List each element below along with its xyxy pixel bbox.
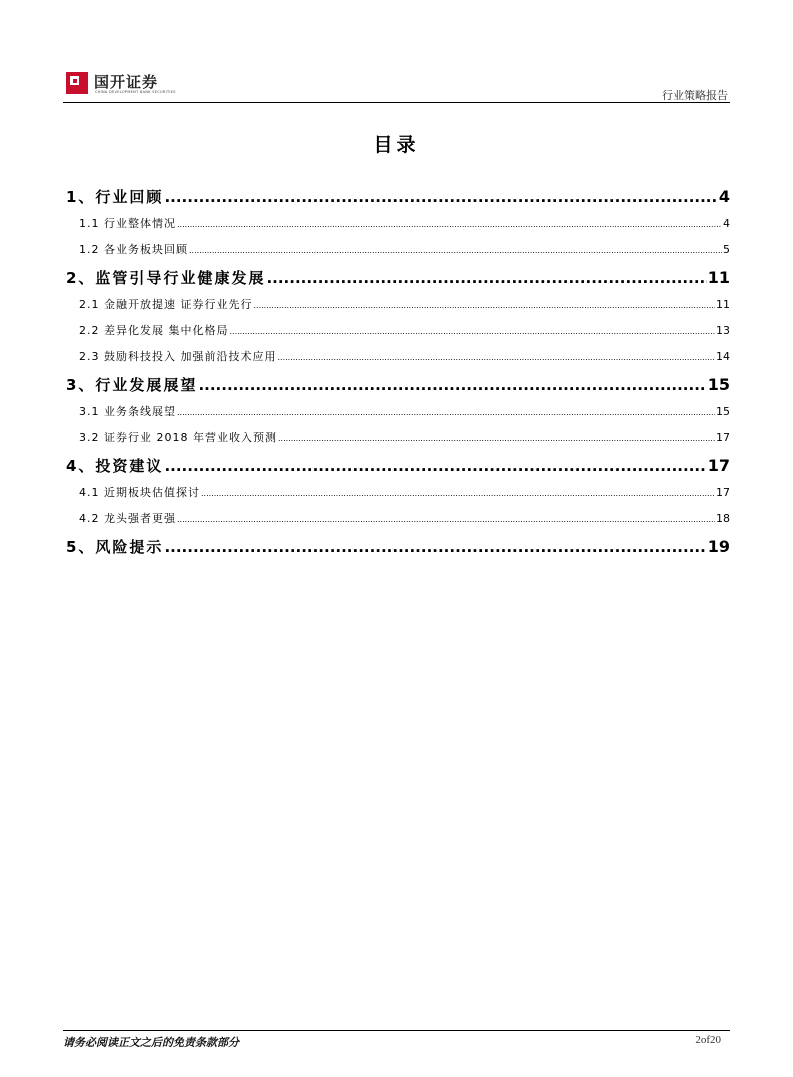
- toc-entry-3[interactable]: [66, 374, 730, 401]
- toc-entry-label: 1、行业回顾: [66, 188, 164, 206]
- toc-entry-label: 3、行业发展展望: [66, 376, 198, 394]
- toc-entry-page: 11: [716, 298, 730, 311]
- dot-leader: [230, 327, 716, 336]
- toc-entry-label: 2、监管引导行业健康发展: [66, 269, 266, 287]
- dot-leader: [278, 353, 716, 362]
- company-name-en: CHINA DEVELOPMENT BANK SECURITIES: [95, 90, 176, 94]
- table-of-contents: [66, 186, 730, 563]
- toc-entry-4-1[interactable]: [66, 484, 730, 510]
- footer-divider: [63, 1030, 730, 1031]
- toc-entry-page: 19: [707, 537, 730, 556]
- toc-entry-2[interactable]: [66, 267, 730, 294]
- toc-entry-1[interactable]: [66, 186, 730, 213]
- toc-entry-3-1[interactable]: [66, 403, 730, 429]
- toc-entry-page: 4: [723, 217, 730, 230]
- toc-entry-label: 4、投资建议: [66, 457, 164, 475]
- toc-entry-2-3[interactable]: [66, 348, 730, 374]
- company-logo-icon: [66, 72, 88, 94]
- dot-leader: [164, 538, 706, 556]
- toc-entry-page: 18: [716, 512, 730, 525]
- dot-leader: [266, 269, 706, 287]
- toc-entry-4-2[interactable]: [66, 510, 730, 536]
- toc-entry-1-2[interactable]: [66, 241, 730, 267]
- toc-entry-page: 4: [718, 187, 730, 206]
- dot-leader: [164, 188, 717, 206]
- toc-entry-page: 15: [707, 375, 730, 394]
- toc-entry-2-1[interactable]: [66, 296, 730, 322]
- toc-entry-label: 2.1 金融开放提速 证券行业先行: [79, 298, 253, 311]
- toc-entry-page: 11: [707, 268, 730, 287]
- toc-entry-label: 1.2 各业务板块回顾: [79, 243, 188, 256]
- toc-entry-1-1[interactable]: [66, 215, 730, 241]
- dot-leader: [164, 457, 706, 475]
- dot-leader: [177, 220, 722, 229]
- toc-entry-label: 2.2 差异化发展 集中化格局: [79, 324, 229, 337]
- dot-leader: [278, 434, 715, 443]
- report-type: 行业策略报告: [662, 89, 728, 102]
- company-name: 国开证券: [94, 73, 159, 91]
- dot-leader: [177, 408, 715, 417]
- toc-entry-page: 15: [716, 405, 730, 418]
- toc-entry-label: 5、风险提示: [66, 538, 164, 556]
- footer-disclaimer: 请务必阅读正文之后的免责条款部分: [63, 1036, 239, 1049]
- header-divider: [63, 102, 730, 103]
- toc-entry-label: 3.2 证券行业 2018 年营业收入预测: [79, 431, 277, 444]
- toc-entry-4[interactable]: [66, 455, 730, 482]
- toc-entry-label: 3.1 业务条线展望: [79, 405, 176, 418]
- toc-entry-3-2[interactable]: [66, 429, 730, 455]
- dot-leader: [189, 246, 722, 255]
- toc-entry-page: 13: [716, 324, 730, 337]
- toc-entry-page: 17: [707, 456, 730, 475]
- toc-entry-page: 5: [723, 243, 730, 256]
- dot-leader: [254, 301, 716, 310]
- toc-entry-page: 14: [716, 350, 730, 363]
- toc-entry-2-2[interactable]: [66, 322, 730, 348]
- toc-entry-page: 17: [716, 486, 730, 499]
- toc-title: 目录: [373, 134, 420, 156]
- toc-entry-label: 1.1 行业整体情况: [79, 217, 176, 230]
- toc-entry-label: 2.3 鼓励科技投入 加强前沿技术应用: [79, 350, 277, 363]
- toc-entry-label: 4.1 近期板块估值探讨: [79, 486, 200, 499]
- toc-entry-label: 4.2 龙头强者更强: [79, 512, 176, 525]
- toc-entry-page: 17: [716, 431, 730, 444]
- page-header: [63, 70, 730, 103]
- page-number: 2of20: [695, 1034, 721, 1046]
- dot-leader: [201, 489, 715, 498]
- dot-leader: [198, 376, 706, 394]
- toc-entry-5[interactable]: [66, 536, 730, 563]
- dot-leader: [177, 515, 715, 524]
